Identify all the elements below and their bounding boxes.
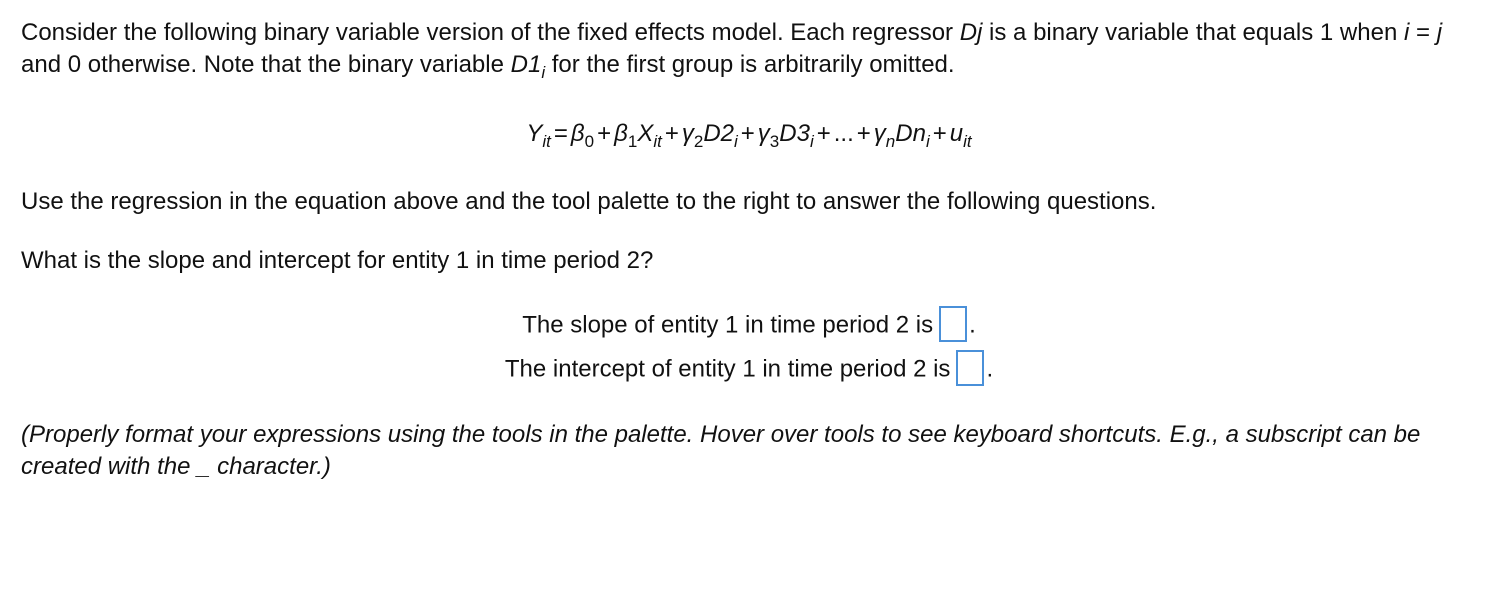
intercept-period: . — [986, 355, 994, 383]
eq-ellipsis: ... — [833, 120, 854, 147]
eq-gamma3-subscript: 3 — [769, 132, 780, 151]
intercept-answer-input[interactable] — [956, 350, 984, 386]
eq-beta1: β — [614, 120, 628, 147]
intro-text-4: for the first group is arbitrarily omitted. — [545, 51, 955, 78]
eq-dn-subscript: i — [925, 132, 930, 151]
eq-d2: D2 — [703, 120, 734, 147]
intro-text-3: and 0 otherwise. Note that the binary variable — [21, 51, 511, 78]
eq-d3: D3 — [779, 120, 810, 147]
intro-text-2: is a binary variable that equals 1 when — [982, 19, 1404, 46]
formatting-note: (Properly format your expressions using the tools in the palette. Hover over tools to see keyboard shortcuts. E.g., a subscript can be created with the _ character.) — [21, 421, 1421, 480]
eq-u-subscript: it — [963, 132, 972, 151]
slope-period: . — [969, 311, 976, 339]
eq-gamman-subscript: n — [885, 132, 896, 151]
intro-var-dj: Dj — [959, 19, 983, 46]
eq-gamma2: γ — [681, 120, 694, 147]
instruction-text: Use the regression in the equation above and the tool palette to the right to answer the following questions. — [21, 188, 1157, 215]
eq-gamma2-subscript: 2 — [693, 132, 704, 151]
eq-beta0-subscript: 0 — [584, 132, 595, 151]
slope-answer-row — [0, 308, 1498, 344]
intro-var-d1: D1 — [510, 51, 542, 78]
eq-equals: = — [553, 120, 568, 147]
eq-plus: + — [664, 120, 679, 147]
eq-plus: + — [932, 120, 947, 147]
slope-label: The slope of entity 1 in time period 2 is — [522, 311, 934, 339]
eq-d2-subscript: i — [734, 132, 738, 151]
intro-var-j: j — [1436, 19, 1443, 46]
regression-equation — [0, 118, 1498, 152]
eq-x: X — [637, 120, 654, 147]
intro-text-1: Consider the following binary variable version of the fixed effects model. Each regressor — [21, 19, 960, 46]
eq-beta1-subscript: 1 — [627, 132, 638, 151]
intro-equals: = — [1409, 19, 1437, 46]
intercept-label: The intercept of entity 1 in time period 2 is — [504, 355, 951, 383]
slope-answer-input[interactable] — [939, 306, 967, 342]
eq-d3-subscript: i — [809, 132, 814, 151]
eq-gamma3: γ — [757, 120, 770, 147]
eq-x-subscript: it — [653, 132, 662, 151]
eq-y-subscript: it — [542, 132, 551, 151]
eq-plus: + — [597, 120, 612, 147]
eq-dn: Dn — [895, 120, 926, 147]
eq-plus: + — [816, 120, 831, 147]
eq-u: u — [949, 120, 964, 147]
eq-gamman: γ — [873, 120, 886, 147]
intro-paragraph — [21, 17, 1471, 83]
eq-beta0: β — [570, 120, 585, 147]
intro-var-i: i — [1403, 19, 1410, 46]
question-text: What is the slope and intercept for entity 1 in time period 2? — [21, 247, 654, 274]
eq-plus: + — [856, 120, 871, 147]
eq-y: Y — [526, 120, 543, 147]
intro-var-d1-subscript: i — [541, 63, 546, 82]
intercept-answer-row — [0, 352, 1498, 388]
eq-plus: + — [740, 120, 755, 147]
